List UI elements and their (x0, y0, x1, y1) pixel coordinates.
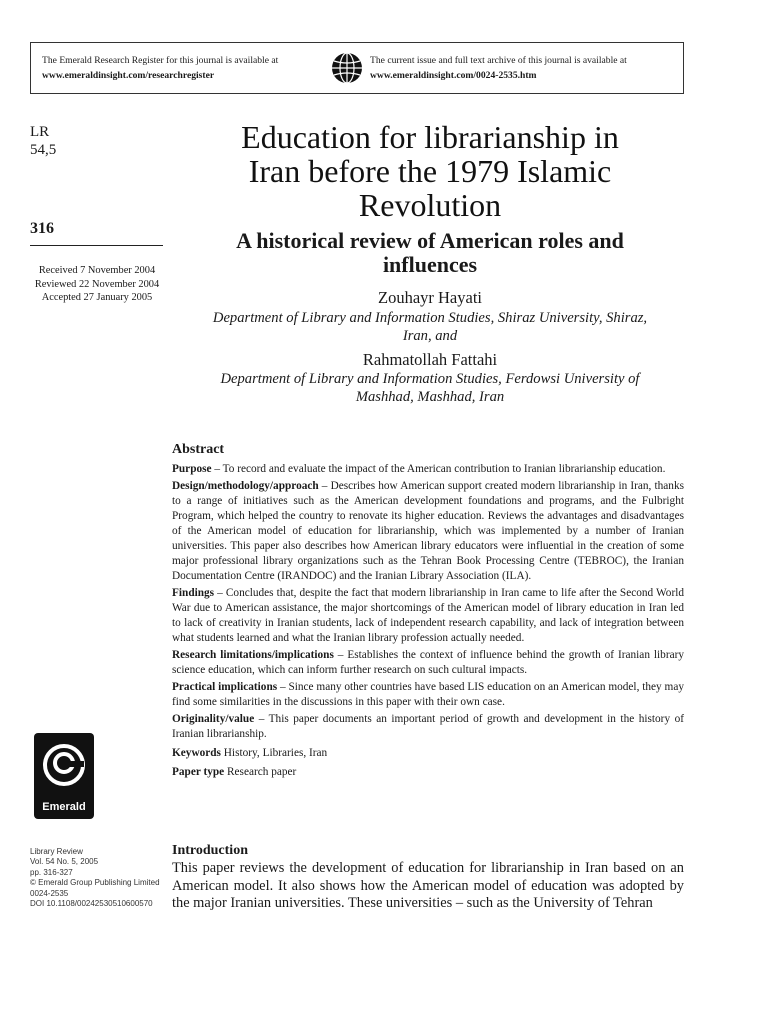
volume-issue: 54,5 (30, 142, 57, 158)
submission-dates (27, 264, 167, 305)
affiliation-line: Iran, and (402, 328, 458, 344)
section-text: History, Libraries, Iran (220, 747, 328, 759)
abstract-keywords (172, 746, 684, 761)
section-label: Findings (172, 587, 215, 599)
reviewed-date: Reviewed 22 November 2004 (34, 278, 160, 290)
header-right-text: The current issue and full text archive of this journal is available at (370, 55, 627, 66)
section-text: – Concludes that, despite the fact that modern librarianship in Iran came to life after the Second World War due to American assistance, the major shortcomings of the American model of library education in Iran led to lack of creativity in Iranian students, lack of independent research capability, and lack of integration between what students learned and what the Iranian library profession actually needed. (172, 587, 684, 644)
journal-code-block (30, 123, 56, 159)
section-text: – Since many other countries have based LIS education on an American model, they may find some similarities in the discussions in this paper with their own case. (172, 681, 684, 708)
journal-archive-link[interactable]: www.emeraldinsight.com/0024-2535.htm (370, 70, 537, 81)
journal-pages: pp. 316-327 (30, 867, 73, 877)
affiliation-line: Department of Library and Information Studies, Shiraz University, Shiraz, (212, 310, 648, 326)
subtitle-line-1: A historical review of American roles and (236, 228, 624, 253)
journal-doi: DOI 10.1108/00242530510600570 (30, 899, 153, 909)
section-label: Practical implications (172, 681, 278, 693)
section-text: – Describes how American support created modern librarianship in Iran, thanks to a range of initiatives such as the American development foundations and programs, and the Fulbright Program, which helped the country to renovate its higher education. Reviews the advantages and disadvantages of the American model of education for librarianship, which was implemented by a number of Iranian universities. This paper also describes how American library educators were influential in the creation of some major professional library organizations such as the Tehran Book Processing Centre (TEBROC), the Iranian Documentation Centre (IRANDOC) and the Iranian Library Association (ILA). (172, 480, 684, 582)
emerald-logo (34, 733, 94, 819)
abstract-body (172, 462, 684, 780)
title-line-3: Revolution (358, 187, 502, 223)
journal-info (30, 847, 170, 909)
author-affiliation (176, 370, 684, 406)
section-text: – Establishes the context of influence behind the growth of Iranian library science education, which can inform further research on such cultural impacts. (172, 649, 685, 676)
section-text: – This paper documents an important period of growth and development in the history of Iranian librarianship. (172, 713, 684, 740)
abstract-paper-type (172, 765, 684, 780)
section-text: Research paper (224, 766, 297, 778)
section-text: – To record and evaluate the impact of the American contribution to Iranian librarianship education. (211, 463, 666, 475)
author-affiliation (176, 309, 684, 345)
affiliation-line: Mashhad, Mashhad, Iran (355, 389, 505, 405)
emerald-logo-text: Emerald (42, 801, 86, 813)
journal-copyright: © Emerald Group Publishing Limited (30, 878, 160, 888)
abstract-research-limitations (172, 648, 684, 678)
title-line-1: Education for librarianship in (241, 119, 619, 155)
page-number: 316 (30, 220, 54, 237)
accepted-date: Accepted 27 January 2005 (41, 292, 153, 303)
research-register-link[interactable]: www.emeraldinsight.com/researchregister (42, 70, 215, 81)
author-name: Rahmatollah Fattahi (362, 350, 498, 369)
header-right (370, 53, 627, 83)
section-label: Design/methodology/approach (172, 480, 319, 492)
introduction-heading: Introduction (172, 843, 248, 858)
journal-volume: Vol. 54 No. 5, 2005 (30, 857, 99, 867)
abstract-findings (172, 586, 684, 646)
journal-name: Library Review (30, 847, 83, 856)
subtitle-line-2: influences (382, 252, 478, 277)
paper-title (176, 120, 684, 222)
abstract-practical (172, 680, 684, 710)
abstract-purpose (172, 462, 684, 477)
section-label: Keywords (172, 747, 221, 759)
journal-issn: 0024-2535 (30, 888, 69, 898)
margin-divider (30, 245, 163, 246)
abstract-originality (172, 712, 684, 742)
received-date: Received 7 November 2004 (38, 265, 156, 276)
abstract-heading: Abstract (172, 442, 225, 457)
section-label: Research limitations/implications (172, 649, 334, 661)
introduction-text: This paper reviews the development of education for librarianship in Iran based on an American model. It also shows how the American model of education was adopted by the major Iranian universities. These universities – such as the University of Tehran (172, 860, 684, 911)
emerald-e-icon (34, 735, 94, 795)
section-label: Originality/value (172, 713, 255, 725)
header-left-text: The Emerald Research Register for this journal is available at (42, 55, 279, 66)
affiliation-line: Department of Library and Information Studies, Ferdowsi University of (220, 371, 640, 387)
author-name: Zouhayr Hayati (377, 288, 482, 307)
title-line-2: Iran before the 1979 Islamic (248, 153, 612, 189)
section-label: Purpose (172, 463, 212, 475)
abstract-design (172, 479, 684, 584)
section-label: Paper type (172, 766, 225, 778)
header-box (30, 42, 684, 94)
globe-icon (331, 52, 363, 84)
header-left (42, 53, 278, 83)
paper-subtitle (176, 229, 684, 277)
journal-code: LR (30, 124, 50, 140)
